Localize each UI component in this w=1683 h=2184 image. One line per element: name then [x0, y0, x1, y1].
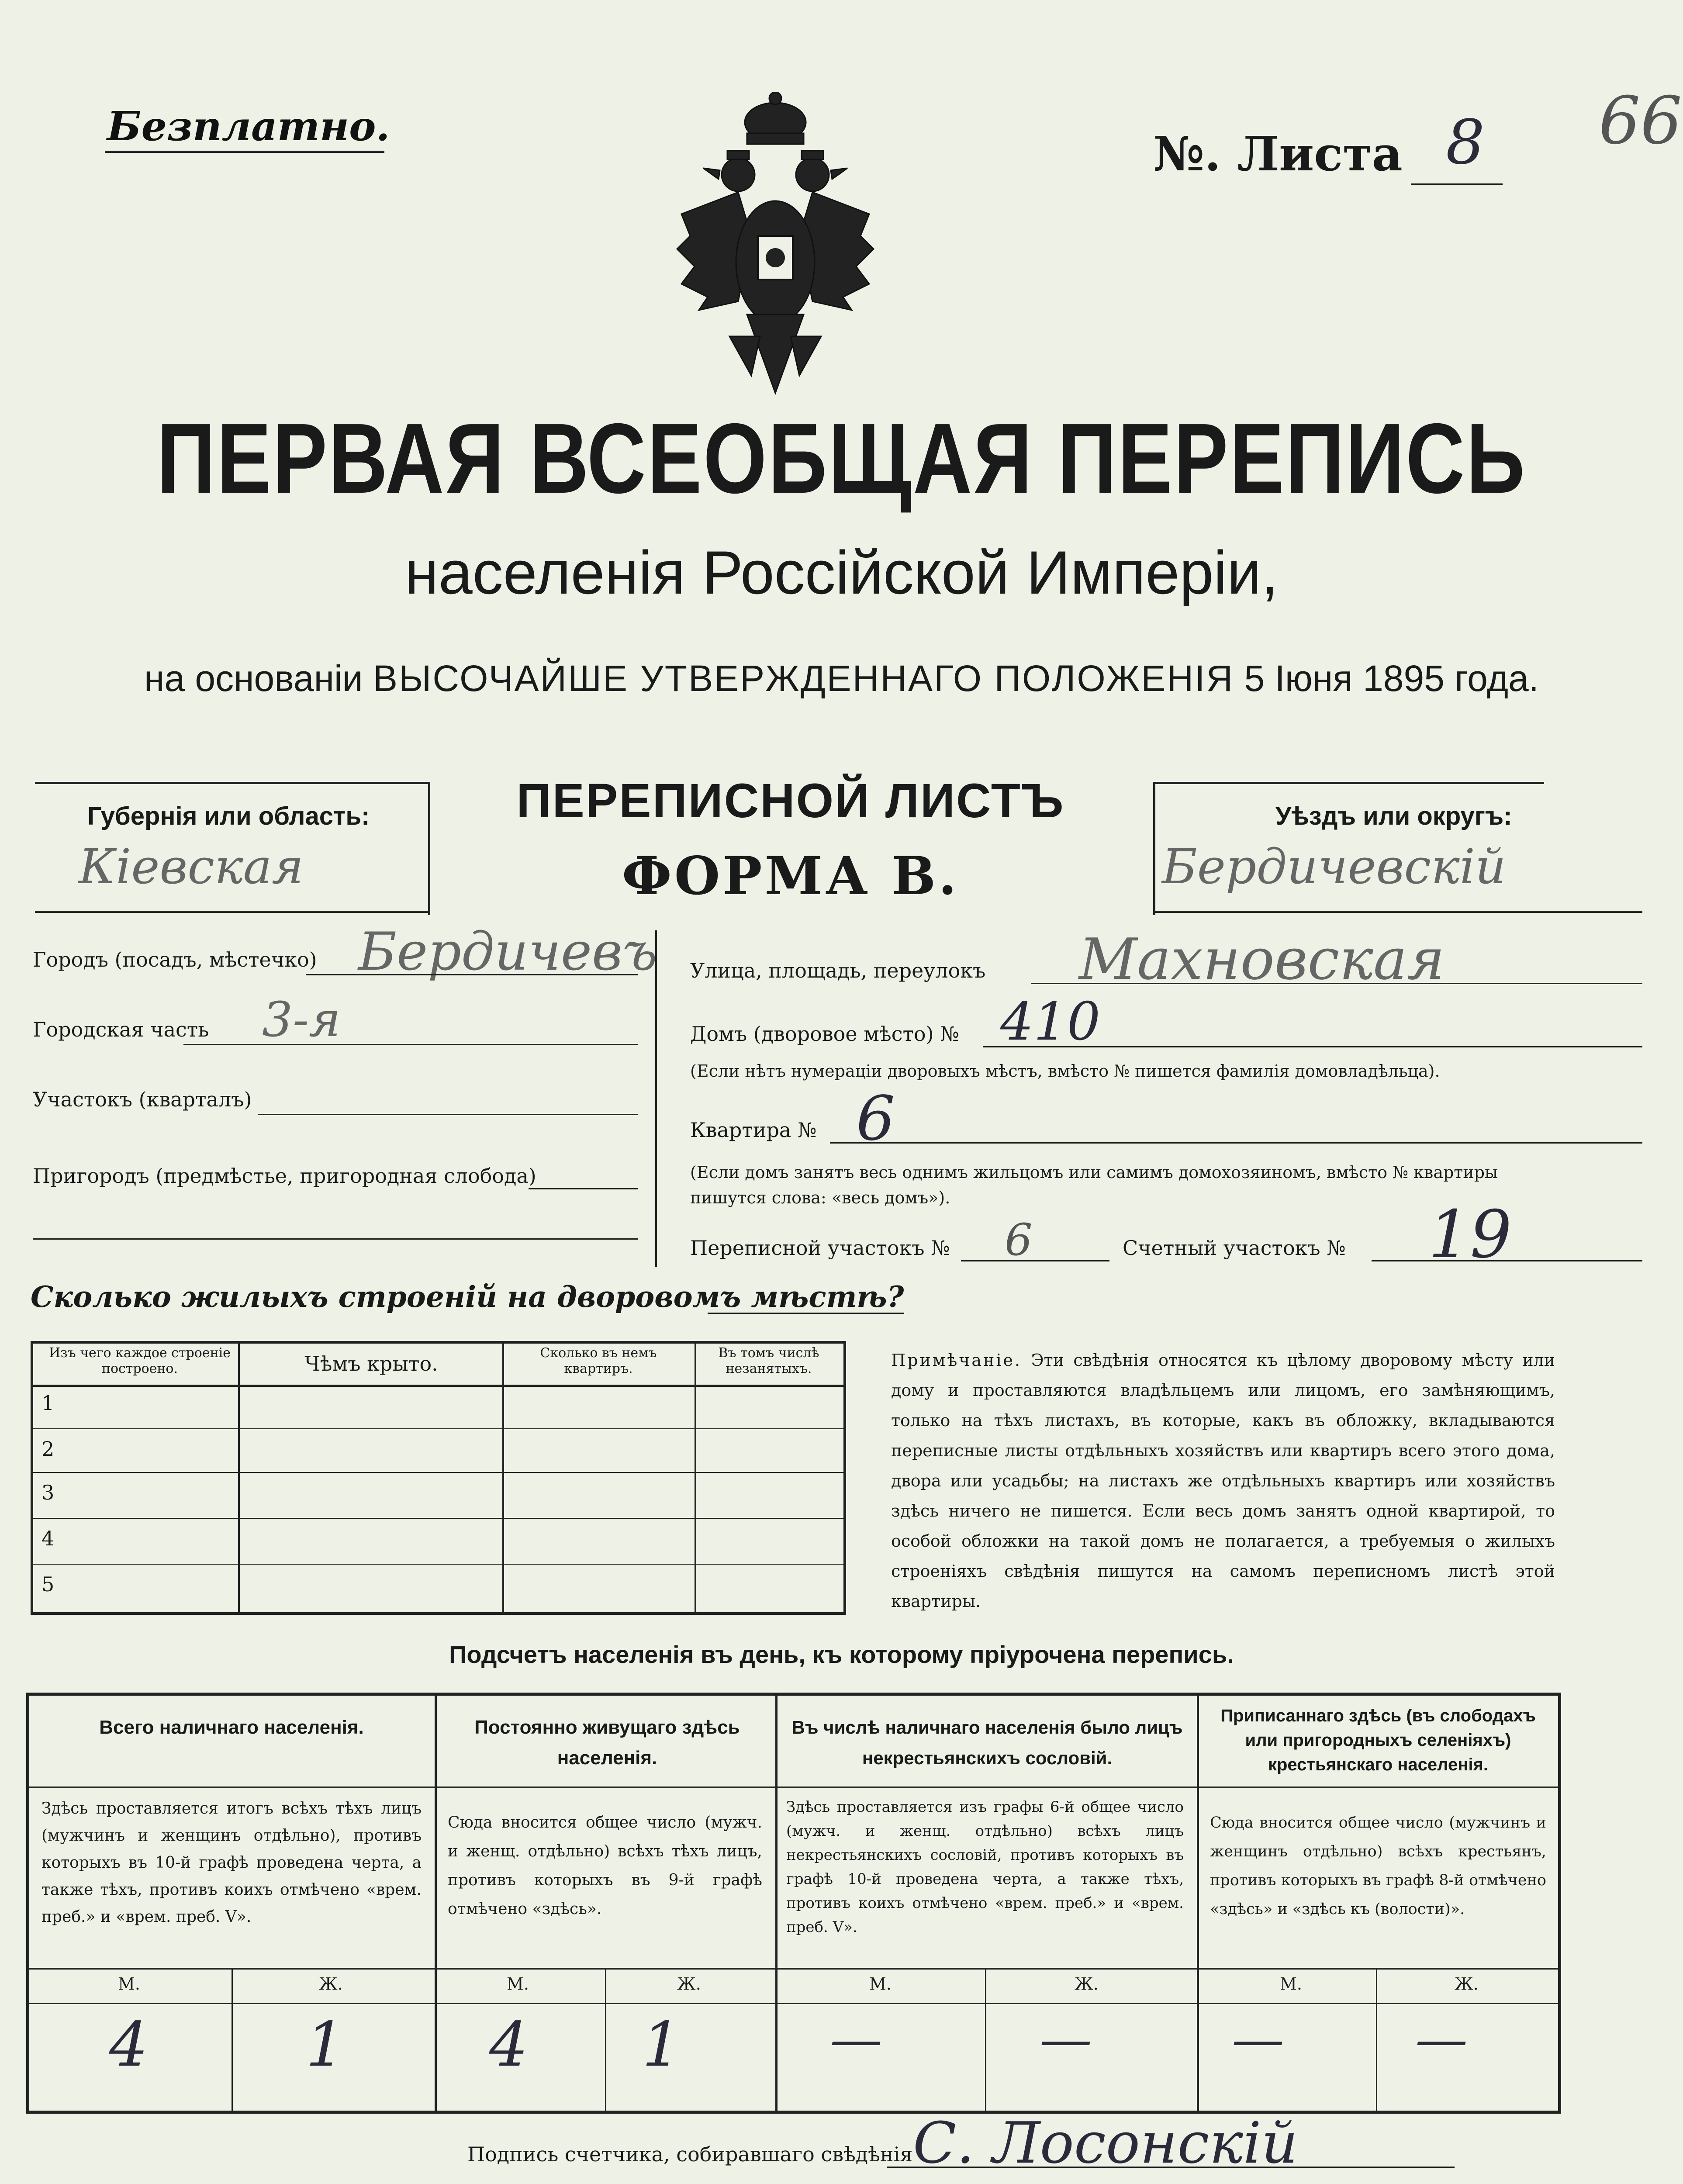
- population-head-1: Всего наличнаго населенія.: [99, 1717, 364, 1738]
- basis-line: [0, 657, 1683, 700]
- buildings-col-head-1: Изъ чего каждое строеніе построено.: [49, 1345, 231, 1376]
- population-desc-line: [26, 1968, 1559, 1970]
- district-value: Бердичевскій: [1162, 839, 1506, 895]
- signature-label: Подпись счетчика, собиравшаго свѣдѣнія: [467, 2143, 913, 2166]
- archive-mark: 66: [1599, 83, 1682, 159]
- population-desc-3: Здѣсь проставляется изъ графы 6-й общее число (мужч. и женщ. отдѣльно) всѣхъ лицъ некрестьянскихъ сословій, противъ которыхъ въ графѣ 10-й проведена черта, а также тѣхъ, противъ коихъ отмѣчено «врем. преб.» и «врем. преб. V».: [786, 1798, 1184, 1936]
- buildings-col-1: [238, 1341, 240, 1612]
- page-subtitle: населенія Россійской Имперіи,: [404, 538, 1279, 607]
- buildings-col-head-2: Чѣмъ крыто.: [304, 1352, 438, 1375]
- house-value: 410: [1000, 992, 1101, 1052]
- signature-underline: [887, 2167, 1455, 2168]
- population-f-label-3: Ж.: [1075, 1974, 1099, 1994]
- buildings-question: Сколько жилыхъ строеній на дворовомъ мѣстѣ?: [31, 1280, 904, 1314]
- apartment-underline: [830, 1142, 1642, 1144]
- sheet-no-underline: [1411, 183, 1503, 185]
- house-label: Домъ (дворовое мѣсто) №: [690, 1022, 959, 1046]
- district-label: Уѣздъ или округъ:: [1275, 802, 1512, 830]
- house-note: (Если нѣтъ нумераціи дворовыхъ мѣстъ, вмѣсто № пишется фамилія домовладѣльца).: [690, 1061, 1440, 1081]
- city-part-label: Городская часть: [33, 1018, 209, 1041]
- city-value: Бердичевъ: [358, 922, 657, 982]
- basis-date: 5 Іюня 1895 года.: [1244, 658, 1539, 699]
- population-m-value-4: —: [1232, 2009, 1284, 2070]
- apartment-note: (Если домъ занятъ весь однимъ жильцомъ или самимъ домохозяиномъ, вмѣсто № квартиры пишутся слова: «весь домъ»).: [690, 1163, 1498, 1207]
- sheet-no-value: 8: [1446, 107, 1485, 178]
- buildings-col-2: [502, 1341, 504, 1612]
- street-underline: [1031, 983, 1642, 984]
- buildings-header-line: [31, 1385, 843, 1387]
- apartment-value: 6: [856, 1083, 895, 1154]
- buildings-col-head-3: Сколько въ немъ квартиръ.: [540, 1345, 657, 1376]
- free-label: Безплатно.: [107, 103, 390, 150]
- province-label: Губернія или область:: [87, 802, 370, 830]
- population-f-label-2: Ж.: [677, 1974, 701, 1994]
- population-head-2: Постоянно живущаго здѣсь населенія.: [474, 1717, 740, 1769]
- population-f-value-1: 1: [306, 2009, 345, 2080]
- population-f-label-4: Ж.: [1455, 1974, 1479, 1994]
- buildings-col-3: [695, 1341, 696, 1612]
- suburb-underline-2: [33, 1238, 638, 1240]
- count-area-value: 19: [1428, 1197, 1512, 1273]
- population-mf-split-3: [985, 1968, 986, 2112]
- form-label: ФОРМА В.: [622, 845, 960, 907]
- population-mf-split-1: [232, 1968, 233, 2112]
- population-m-value-1: 4: [109, 2009, 149, 2080]
- population-desc-4: Сюда вносится общее число (мужчинъ и женщинъ отдѣльно) всѣхъ крестьянъ, противъ которыхъ въ графѣ 8-й отмѣчено «здѣсь» и «здѣсь къ (волости)».: [1210, 1814, 1546, 1918]
- street-value: Махновская: [1079, 926, 1445, 992]
- buildings-row-1: 1: [41, 1391, 55, 1415]
- suburb-label: Пригородъ (предмѣстье, пригородная слобода): [33, 1164, 536, 1188]
- signature-value: С. Лосонскій: [913, 2110, 1298, 2176]
- census-area-underline: [961, 1260, 1109, 1261]
- population-head-line: [26, 1787, 1559, 1788]
- population-col-1: [435, 1693, 437, 2112]
- section-label: Участокъ (кварталъ): [33, 1088, 252, 1111]
- apartment-label: Квартира №: [690, 1118, 817, 1142]
- population-desc-2: Сюда вносится общее число (мужч. и женщ. отдѣльно) всѣхъ тѣхъ лицъ, противъ которыхъ въ 9-й графѣ отмѣчено «здѣсь».: [448, 1814, 762, 1918]
- population-f-value-2: 1: [642, 2009, 681, 2080]
- city-underline: [306, 974, 638, 975]
- population-mf-line: [26, 2003, 1559, 2004]
- population-col-2: [775, 1693, 778, 2112]
- suburb-underline-1: [529, 1188, 638, 1189]
- buildings-table: [31, 1341, 846, 1615]
- population-m-label-1: М.: [118, 1974, 140, 1994]
- buildings-col-head-4: Въ томъ числѣ незанятыхъ.: [718, 1345, 819, 1376]
- basis-main: ВЫСОЧАЙШЕ УТВЕРЖДЕННАГО ПОЛОЖЕНІЯ: [373, 658, 1234, 699]
- count-area-label: Счетный участокъ №: [1123, 1236, 1346, 1260]
- population-m-value-2: 4: [489, 2009, 529, 2080]
- census-area-value: 6: [1005, 1214, 1033, 1265]
- buildings-row-2: 2: [41, 1437, 55, 1461]
- buildings-row-5: 5: [41, 1572, 55, 1596]
- census-area-label: Переписной участокъ №: [690, 1236, 950, 1260]
- population-f-label-1: Ж.: [319, 1974, 343, 1994]
- buildings-row-line-4: [31, 1564, 843, 1565]
- sheet-title: ПЕРЕПИСНОЙ ЛИСТЪ: [516, 774, 1065, 828]
- city-part-value: 3-я: [262, 992, 341, 1047]
- population-col-3: [1197, 1693, 1199, 2112]
- city-label: Городъ (посадъ, мѣстечко): [33, 948, 317, 971]
- population-head-3: Въ числѣ наличнаго населенія было лицъ некрестьянскихъ сословій.: [791, 1717, 1183, 1768]
- population-m-label-2: М.: [507, 1974, 529, 1994]
- page-title: ПЕРВАЯ ВСЕОБЩАЯ ПЕРЕПИСЬ: [156, 403, 1527, 514]
- population-m-label-3: М.: [869, 1974, 892, 1994]
- buildings-note-title: Примѣчаніе.: [891, 1351, 1022, 1370]
- population-head-4: Приписаннаго здѣсь (въ слободахъ или пригородныхъ селеніяхъ) крестьянскаго населенія.: [1220, 1706, 1536, 1774]
- city-part-underline: [183, 1044, 638, 1045]
- province-value: Кіевская: [79, 839, 304, 895]
- population-mf-split-4: [1376, 1968, 1377, 2112]
- buildings-row-4: 4: [41, 1527, 55, 1550]
- population-desc-1: Здѣсь проставляется итогъ всѣхъ тѣхъ лицъ (мужчинъ и женщинъ отдѣльно), противъ которыхъ въ 10-й графѣ проведена черта, а также тѣхъ, противъ коихъ отмѣчено «врем. преб.» и «врем. преб. V».: [41, 1800, 422, 1926]
- buildings-note-text: Эти свѣдѣнія относятся къ цѣлому дворовому мѣсту или дому и проставляются владѣльцемъ или лицомъ, его замѣняющимъ, только на тѣхъ листахъ, въ которые, какъ въ обложку, вкладываются переписные листы отдѣльныхъ хозяйствъ или квартиръ всего этого дома, двора или усадьбы; на листахъ же отдѣльныхъ квартиръ или хозяйствъ здѣсь ничего не пишется. Если весь домъ занятъ одной квартирой, то особой обложки на такой домъ не полагается, а требуемыя о жилыхъ строеніяхъ свѣдѣнія пишутся на самомъ переписномъ листѣ этой квартиры.: [891, 1351, 1555, 1611]
- buildings-note: [891, 1345, 1555, 1617]
- buildings-row-line-3: [31, 1518, 843, 1519]
- house-underline: [983, 1046, 1642, 1047]
- imperial-eagle-emblem: [673, 92, 878, 406]
- buildings-question-underline: [708, 1313, 904, 1314]
- section-underline: [258, 1114, 638, 1115]
- buildings-row-line-1: [31, 1428, 843, 1429]
- buildings-row-line-2: [31, 1472, 843, 1473]
- province-underline: [35, 911, 428, 913]
- street-label: Улица, площадь, переулокъ: [690, 959, 986, 982]
- district-underline: [1153, 911, 1642, 913]
- population-mf-split-2: [605, 1968, 606, 2112]
- free-underline: [105, 151, 384, 153]
- buildings-row-3: 3: [41, 1481, 55, 1504]
- population-f-value-3: —: [1040, 2009, 1092, 2070]
- basis-prefix: на основаніи: [144, 658, 363, 699]
- sheet-no-label: №. Листа: [1153, 127, 1403, 182]
- population-m-value-3: —: [830, 2009, 882, 2070]
- count-area-underline: [1372, 1260, 1642, 1261]
- population-m-label-4: М.: [1280, 1974, 1302, 1994]
- location-divider: [655, 930, 657, 1267]
- population-title: Подсчетъ населенія въ день, къ которому пріурочена перепись.: [449, 1641, 1234, 1668]
- population-f-value-4: —: [1415, 2009, 1468, 2070]
